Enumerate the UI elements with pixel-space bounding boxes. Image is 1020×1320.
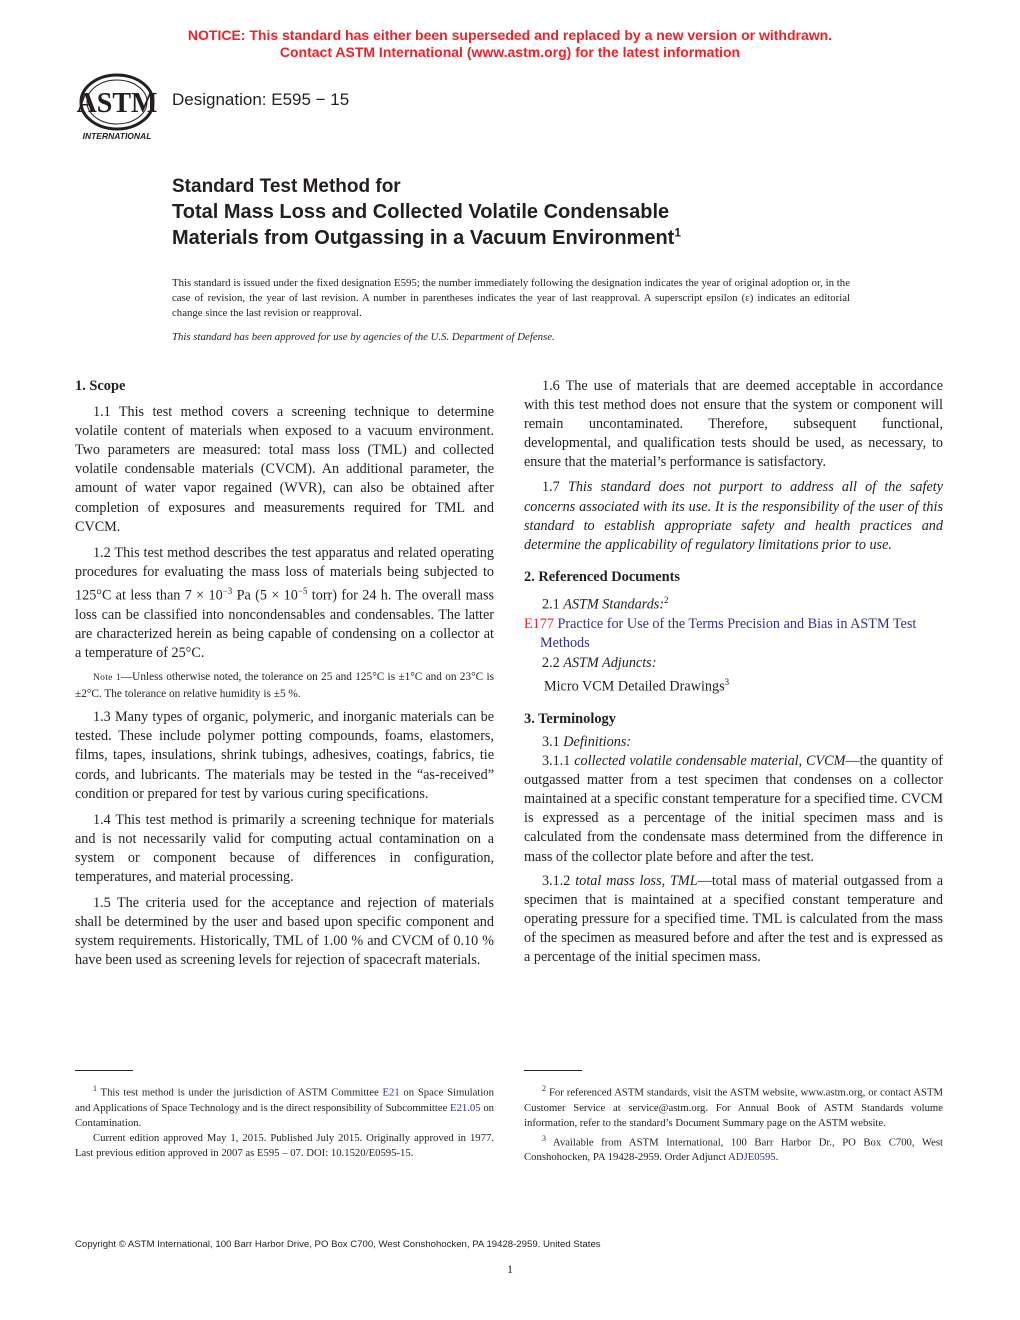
title-line-3: Materials from Outgassing in a Vacuum Environment$^1$ [172,225,682,249]
notice-line-2: Contact ASTM International (www.astm.org) for the latest information [279,44,741,60]
dod-approval-statement: This standard has been approved for use by agencies of the U.S. Department of Defense. [172,331,555,343]
right-column [524,377,943,967]
adjunct-entry: Micro VCM Detailed Drawings$^3$ [544,677,730,695]
note-1: Note 1—Unless otherwise noted, the tolerance on 25 and 125°C is ±1°C and on 23°C is ±2°C. The tolerance on relative humidity is ±5 %. [75,671,494,700]
footnote-3: $^3$ Available from ASTM International, 100 Barr Harbor Dr., PO Box C700, West Conshohocken, PA 19428-2959. Order Adjunct ADJE0595. [524,1133,943,1164]
adje0595-link[interactable]: ADJE0595 [728,1151,776,1164]
section-1-heading: 1. Scope [75,378,126,394]
note-1-label: Note 1 [93,673,121,684]
para-1-4: 1.4 This test method is primarily a screening technique for materials and is not necessarily valid for computing actual contamination on a system or component because of differences in configuration, temperatures, and material processing. [75,811,494,885]
designation: Designation: E595 − 15 [172,90,350,109]
left-column [75,377,494,970]
title-line-2: Total Mass Loss and Collected Volatile Condensable [172,201,670,223]
footnote-2: $^2$ For referenced ASTM standards, visit the ASTM website, www.astm.org, or contact ASTM Customer Service at service@astm.org. For Annual Book of ASTM Standards volume information, refer to the standard’s Document Summary page on the ASTM website. [524,1084,943,1129]
title-footnote-mark: 1 [674,225,682,240]
para-3-1-1: 3.1.1 collected volatile condensable material, CVCM—the quantity of outgassed matter from a test specimen that condenses on a collector maintained at a specific constant temperature for a specified time. CVCM is expressed as a percentage of the initial specimen mass and is calculated from the condensate mass determined from the difference in mass of the collector plate before and after the test. [524,753,944,865]
footnotes-left [75,1081,494,1161]
para-1-3: 1.3 Many types of organic, polymeric, and inorganic materials can be tested. These include polymer potting compounds, foams, elastomers, films, tapes, insulations, shrink tubings, adhesives, coatings, fabrics, tie cords, and lubricants. The materials may be tested in the “as-received” condition or prepared for test by various curing specifications. [75,709,494,802]
e177-title-link[interactable]: Practice for Use of the Terms Precision and Bias in ASTM Test Methods [540,615,917,651]
notice-line-1: NOTICE: This standard has either been superseded and replaced by a new version or withdrawn. [187,27,833,43]
para-3-1-2: 3.1.2 total mass loss, TML—total mass of material outgassed from a specimen that is maintained at a specified constant temperature and operating pressure for a specified time. TML is calculated from the mass of the specimen as measured before and after the test and is expressed as a percentage of the initial specimen mass. [524,872,944,965]
copyright-line: Copyright © ASTM International, 100 Barr Harbor Drive, PO Box C700, West Conshohocken, PA 19428-2959. United States [75,1239,601,1250]
page-number: 1 [507,1262,513,1276]
section-3-heading: 3. Terminology [524,710,616,727]
para-1-2: 1.2 This test method describes the test apparatus and related operating procedures for evaluating the mass loss of materials being subjected to 125°C at less than $7 \times 10^{-3}$ Pa ($5 \times 10^{-5}$ torr) for 24 h. The overall mass loss can be classified into noncondensables and condensables. The latter are characterized herein as being capable of condensing on a collector at a temperature of 25°C. [75,544,494,661]
e21-05-link[interactable]: E21.05 [450,1101,481,1114]
para-2-2: 2.2 ASTM Adjuncts: [542,654,657,671]
astm-logo [72,72,162,144]
para-1-5: 1.5 The criteria used for the acceptance and rejection of materials shall be determined by the user and based upon specific component and system requirements. Historically, TML of 1.00 % and CVCM of 0.10 % have been used as screening levels for rejection of spacecraft materials. [75,895,494,969]
footnote-rule-right [524,1070,582,1071]
document-title [172,175,681,251]
footnote-rule-left [75,1070,133,1071]
withdrawal-notice [0,27,1020,61]
para-1-6: 1.6 The use of materials that are deemed acceptable in accordance with this test method does not ensure that the system or component will remain uncontaminated. Therefore, subsequent functional, developmental, and qualification tests should be used, as necessary, to ensure that the material’s performance is satisfactory. [524,378,943,471]
para-1-1: 1.1 This test method covers a screening technique to determine volatile content of materials when exposed to a vacuum environment. Two parameters are measured: total mass loss (TML) and collected volatile condensable materials (CVCM). An additional parameter, the amount of water vapor regained (WVR), can also be obtained after completion of exposures and measurements required for TML and CVCM. [75,404,494,535]
e177-code-link[interactable]: E177 [524,615,554,632]
reference-e177[interactable] [524,615,943,653]
logo-international: INTERNATIONAL [82,131,152,141]
para-3-1: 3.1 Definitions: [542,733,632,750]
section-2-heading: 2. Referenced Documents [524,568,680,585]
footnote-1-edition: Current edition approved May 1, 2015. Published July 2015. Originally approved in 1977. Last previous edition approved in 2007 as E595 – 07. DOI: 10.1520/E0595-15. [75,1131,494,1159]
e21-link[interactable]: E21 [382,1086,400,1099]
footnotes-right [524,1081,943,1165]
para-1-7: 1.7 This standard does not purport to address all of the safety concerns associated with its use. It is the responsibility of the user of this standard to establish appropriate safety and health practices and determine the applicability of regulatory limitations prior to use. [524,479,943,553]
logo-letters: ASTM [76,88,158,119]
footnote-1: $^1$ This test method is under the jurisdiction of ASTM Committee E21 on Space Simulation and Applications of Space Technology and is the direct responsibility of Subcommittee E21.05 on Contamination. [75,1084,495,1129]
title-line-1: Standard Test Method for [172,176,401,197]
issuance-statement: This standard is issued under the fixed designation E595; the number immediately following the designation indicates the year of original adoption or, in the case of revision, the year of last revision. A number in parentheses indicates the year of last reapproval. A superscript epsilon (ε) indicates an editorial change since the last revision or reapproval. [172,277,850,320]
para-2-1: 2.1 ASTM Standards:$^2$ [542,594,669,613]
